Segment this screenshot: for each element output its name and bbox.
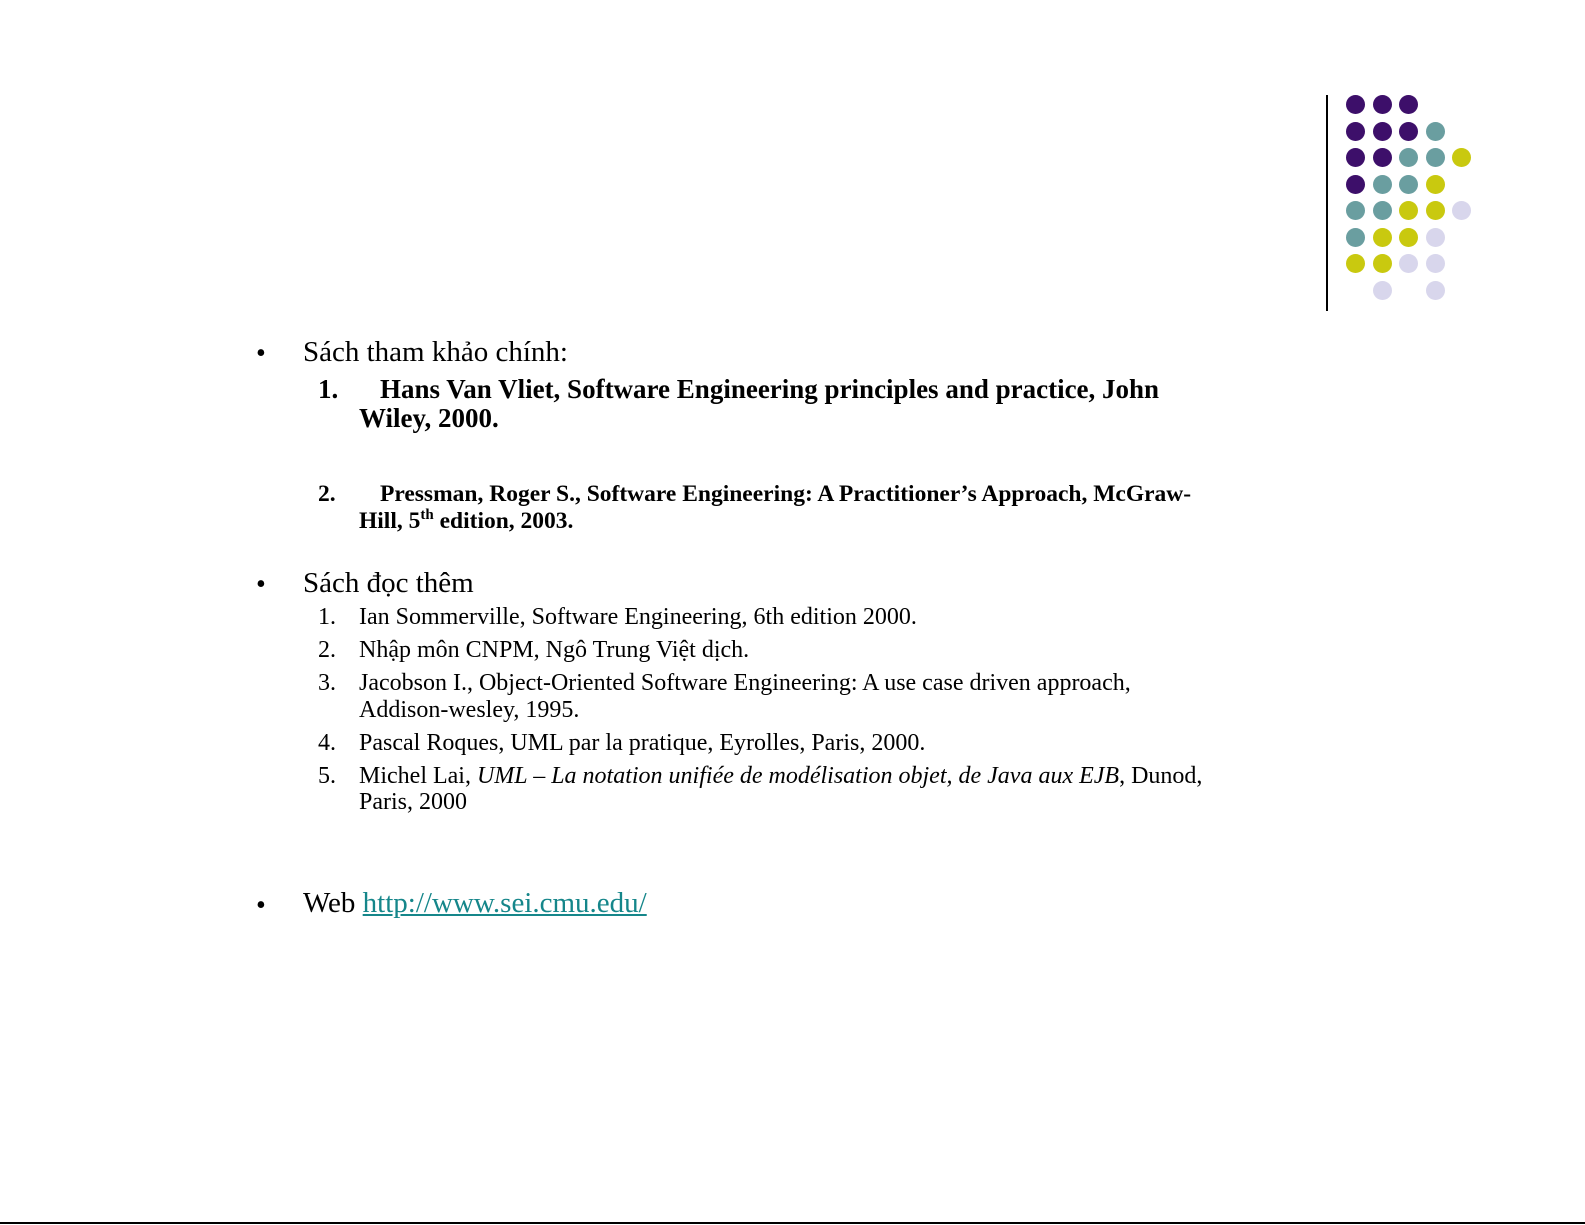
main-book-line: Wiley, 2000.: [359, 403, 499, 433]
further-reading-heading: Sách đọc thêm: [303, 567, 474, 599]
decorative-dot: [1346, 148, 1365, 167]
decorative-dot: [1399, 122, 1418, 141]
decorative-dot: [1346, 175, 1365, 194]
item-number: 1.: [318, 374, 339, 404]
main-book-line: [359, 508, 573, 535]
bullet: •: [256, 569, 266, 600]
decorative-dot: [1452, 148, 1471, 167]
reading-text: Addison-wesley, 1995.: [359, 697, 580, 723]
decorative-dot: [1346, 201, 1365, 220]
decorative-dot: [1452, 201, 1471, 220]
item-number: 3.: [318, 670, 336, 696]
decorative-dot: [1399, 148, 1418, 167]
decorative-dot-grid: [0, 0, 1585, 320]
decorative-dot: [1346, 95, 1365, 114]
decorative-dot: [1373, 148, 1392, 167]
reading-title: UML – La notation unifiée de modélisation objet, de Java aux EJB: [476, 763, 1120, 789]
reading-text: Pascal Roques, UML par la pratique, Eyrolles, Paris, 2000.: [359, 730, 926, 756]
decorative-dot: [1346, 254, 1365, 273]
decorative-dot: [1426, 281, 1445, 300]
decorative-dot: [1373, 201, 1392, 220]
decorative-dot: [1399, 201, 1418, 220]
superscript: th: [420, 507, 434, 524]
decorative-dot: [1426, 175, 1445, 194]
item-number: 2.: [318, 481, 336, 507]
decorative-dot: [1426, 148, 1445, 167]
main-book-line: Pressman, Roger S., Software Engineering: A Practitioner’s Approach, McGraw-: [380, 481, 1192, 507]
reading-publisher: , Dunod,: [1119, 763, 1203, 789]
decorative-dot: [1426, 228, 1445, 247]
web-row: [303, 889, 647, 918]
decorative-dot: [1373, 122, 1392, 141]
web-link[interactable]: http://www.sei.cmu.edu/: [362, 887, 647, 919]
decorative-dot: [1426, 122, 1445, 141]
reading-text: Paris, 2000: [359, 789, 467, 815]
decorative-dot: [1373, 175, 1392, 194]
item-number: 5.: [318, 763, 336, 789]
main-book-text: Hill, 5: [359, 508, 421, 534]
reading-text: [359, 764, 1202, 788]
decorative-dot: [1373, 95, 1392, 114]
item-number: 4.: [318, 730, 336, 756]
reading-text: Jacobson I., Object-Oriented Software Engineering: A use case driven approach,: [359, 670, 1131, 696]
decorative-dot: [1426, 254, 1445, 273]
main-book-text: edition, 2003.: [433, 508, 574, 534]
bullet: •: [256, 338, 266, 369]
item-number: 2.: [318, 637, 336, 663]
decorative-dot: [1399, 175, 1418, 194]
main-book-line: Hans Van Vliet, Software Engineering principles and practice, John: [380, 374, 1160, 404]
decorative-vertical-rule: [1326, 95, 1328, 311]
bullet: •: [256, 890, 266, 921]
reading-text: Ian Sommerville, Software Engineering, 6th edition 2000.: [359, 604, 917, 630]
decorative-dot: [1399, 228, 1418, 247]
decorative-dot: [1346, 228, 1365, 247]
decorative-dot: [1399, 254, 1418, 273]
reading-author: Michel Lai,: [359, 763, 477, 789]
main-books-heading: Sách tham khảo chính:: [303, 336, 568, 368]
decorative-dot: [1373, 281, 1392, 300]
decorative-dot: [1346, 122, 1365, 141]
web-label: Web: [303, 887, 363, 919]
decorative-dot: [1399, 95, 1418, 114]
decorative-dot: [1373, 228, 1392, 247]
decorative-dot: [1373, 254, 1392, 273]
reading-text: Nhập môn CNPM, Ngô Trung Việt dịch.: [359, 637, 750, 663]
bottom-rule: [0, 1222, 1585, 1224]
decorative-dot: [1426, 201, 1445, 220]
item-number: 1.: [318, 604, 336, 630]
